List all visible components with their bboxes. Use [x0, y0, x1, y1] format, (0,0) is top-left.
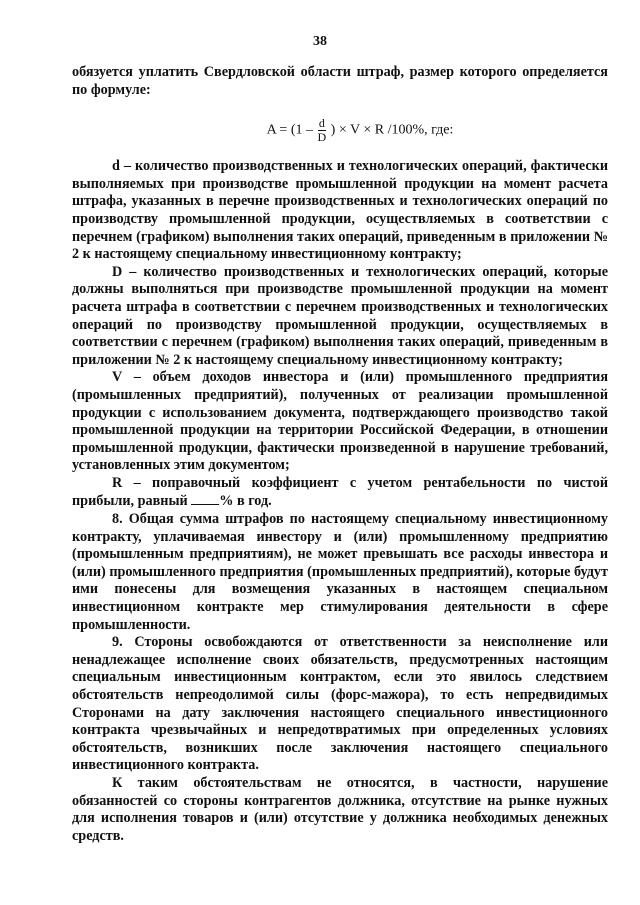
paragraph-force-majeure-exclusions: К таким обстоятельствам не относятся, в частности, нарушение обязанностей со стороны контрагентов должника, отсутствие на рынке нужных для исполнения товаров и (или) отсутствие у должника необходимых денежных средств.: [72, 774, 608, 844]
penalty-formula: [72, 117, 608, 144]
paragraph-V-definition: V – объем доходов инвестора и (или) промышленного предприятия (промышленных предприятий), полученных от реализации промышленной продукции с использованием документа, подтверждающего производство такой промышленной продукции на территории Российской Федерации, в отношении промышленной продукции, фактически произведенной в нарушение требований, установленных этим документом;: [72, 369, 608, 474]
intro-paragraph: обязуется уплатить Свердловской области штраф, размер которого определяется по формуле:: [72, 64, 608, 98]
formula-numerator: d: [318, 116, 325, 131]
document-body: [72, 64, 608, 845]
paragraph-9: 9. Стороны освобождаются от ответственности за неисполнение или ненадлежащее исполнение своих обязательств, предусмотренных настоящим специальным инвестиционным контрактом, если это явилось следствием обстоятельств непреодолимой силы (форс-мажора), то есть непредвидимых Сторонами на дату заключения настоящего специального инвестиционного контракта чрезвычайных и непредотвратимых при определенных условиях обстоятельств, возникших после заключения настоящего специального инвестиционного контракта.: [72, 634, 608, 774]
page-number: 38: [313, 34, 327, 49]
formula-fraction: [318, 117, 327, 144]
formula-left: A = (1 –: [266, 122, 313, 138]
formula-tail: , где:: [424, 122, 454, 138]
paragraph-R-definition: [72, 475, 608, 511]
formula-denominator: D: [317, 130, 327, 145]
paragraph-8: 8. Общая сумма штрафов по настоящему специальному инвестиционному контракту, уплачиваемая инвестору и (или) промышленному предприятию (промышленным предприятиям), не может превышать все расходы инвестора и (или) промышленного предприятия (промышленных предприятий), которые будут ими понесены для возмещения указанных в настоящем специальном инвестиционном контракте мер стимулирования деятельности в сфере промышленности.: [72, 511, 608, 633]
r-value-blank: [191, 492, 219, 505]
paragraph-d-definition: d – количество производственных и технологических операций, фактически выполняемых при производстве промышленной продукции на момент расчета штрафа, указанных в перечне производственных и технологических операций по производству промышленной продукции, осуществляемых в соответствии с перечнем (графиком) выполнения таких операций, приведенным в приложении № 2 к настоящему специальному инвестиционному контракту;: [72, 158, 608, 263]
r-text-after: % в год.: [219, 493, 272, 510]
r-text-before: R – поправочный коэффициент с учетом рентабельности по чистой прибыли, равный: [72, 474, 608, 510]
paragraph-D-definition: D – количество производственных и технологических операций, которые должны выполняться при производстве промышленной продукции на момент расчета штрафа в соответствии с перечнем производственных и технологических операций по производству промышленной продукции, осуществляемых в соответствии с перечнем (графиком) выполнения таких операций, приведенным в приложении № 2 к настоящему специальному инвестиционному контракту;: [72, 263, 608, 368]
formula-right: ) × V × R /100%: [330, 122, 425, 138]
